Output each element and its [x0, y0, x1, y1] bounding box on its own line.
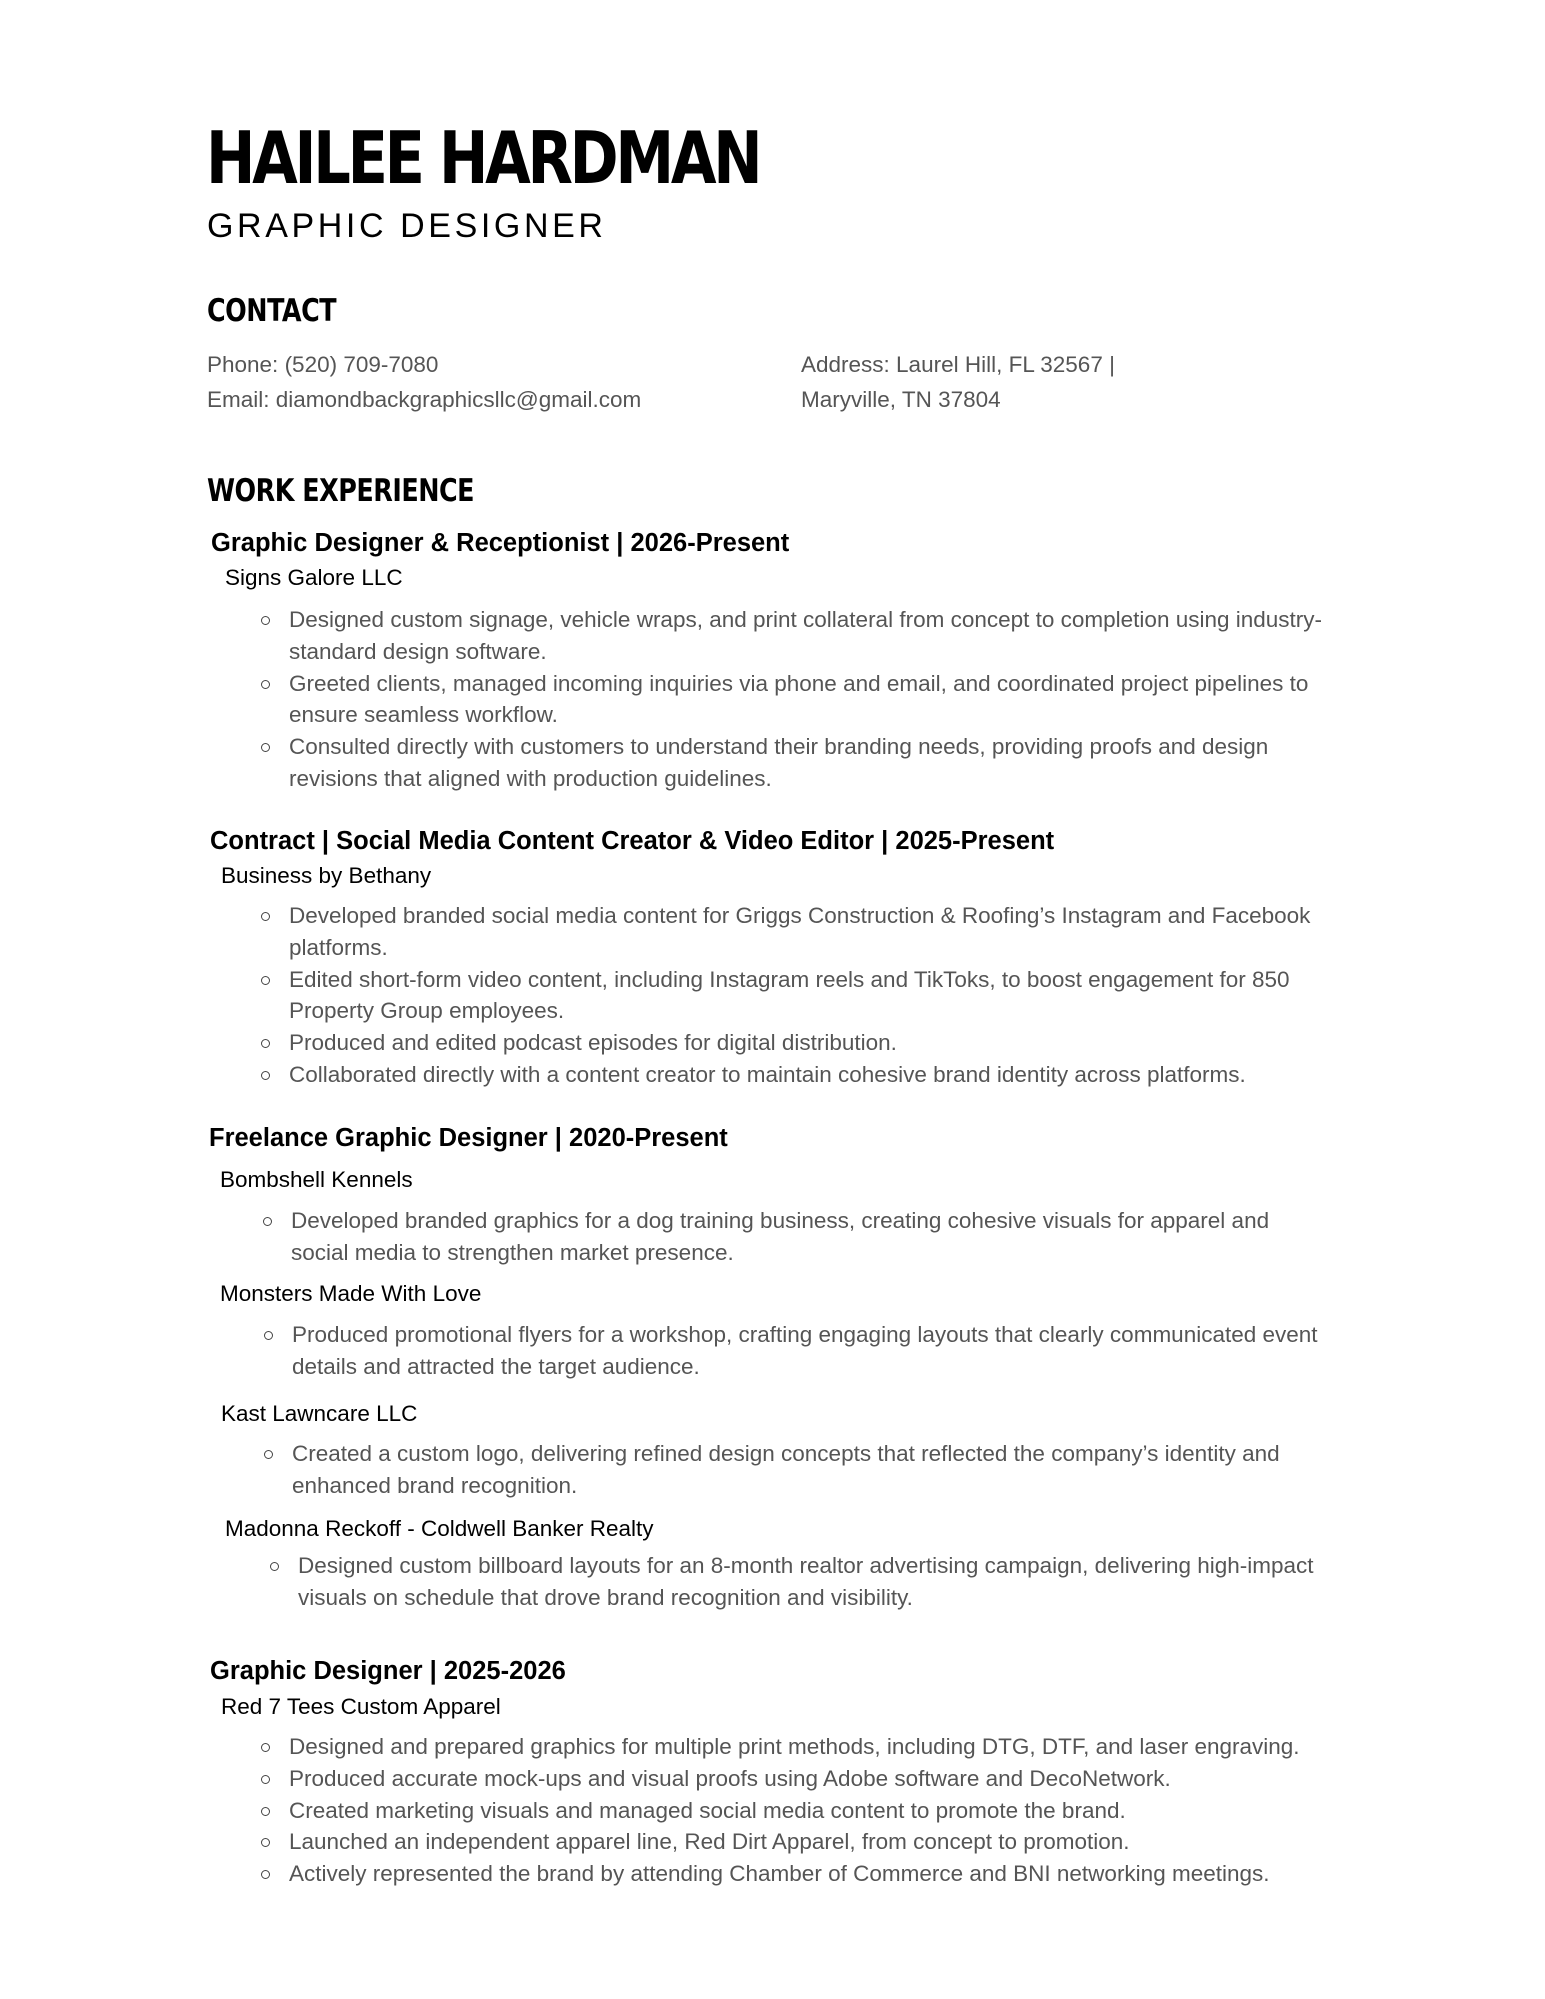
list-item: Developed branded social media content for Griggs Construction & Roofing’s Instagram and Facebook platforms.	[261, 900, 1341, 964]
list-item: Edited short-form video content, including Instagram reels and TikToks, to boost engagement for 850 Property Group employees.	[261, 964, 1341, 1028]
job-bullet-list	[261, 1731, 1341, 1890]
candidate-name: HAILEE HARDMAN	[206, 116, 760, 200]
job-bullet-list	[261, 900, 1341, 1091]
list-item: Designed custom billboard layouts for an 8-month realtor advertising campaign, delivering high-impact visuals on schedule that drove brand recognition and visibility.	[270, 1550, 1320, 1614]
client-bullet-list	[264, 1319, 1324, 1383]
contact-heading: CONTACT	[207, 293, 337, 329]
client-name: Monsters Made With Love	[220, 1281, 482, 1306]
client-bullet-list	[263, 1205, 1323, 1269]
job-title: Graphic Designer | 2025-2026	[210, 1657, 566, 1685]
company-name: Red 7 Tees Custom Apparel	[221, 1694, 501, 1719]
contact-email: Email: diamondbackgraphicsllc@gmail.com	[207, 387, 642, 412]
client-bullet-list	[270, 1550, 1320, 1614]
list-item: Designed and prepared graphics for multiple print methods, including DTG, DTF, and laser engraving.	[261, 1731, 1341, 1763]
list-item: Designed custom signage, vehicle wraps, and print collateral from concept to completion using industry-standard design software.	[261, 604, 1341, 668]
company-name: Business by Bethany	[221, 863, 432, 888]
list-item: Created a custom logo, delivering refined design concepts that reflected the company’s identity and enhanced brand recognition.	[264, 1438, 1324, 1502]
client-bullet-list	[264, 1438, 1324, 1502]
work-experience-heading: WORK EXPERIENCE	[207, 473, 475, 509]
job-bullet-list	[261, 604, 1341, 795]
list-item: Collaborated directly with a content creator to maintain cohesive brand identity across platforms.	[261, 1059, 1341, 1091]
list-item: Produced and edited podcast episodes for digital distribution.	[261, 1027, 1341, 1059]
client-name: Madonna Reckoff - Coldwell Banker Realty	[225, 1516, 654, 1541]
contact-address-line-1: Address: Laurel Hill, FL 32567 |	[801, 352, 1115, 377]
job-title: Freelance Graphic Designer | 2020-Present	[209, 1124, 728, 1152]
company-name: Signs Galore LLC	[225, 565, 403, 590]
list-item: Consulted directly with customers to understand their branding needs, providing proofs and design revisions that aligned with production guidelines.	[261, 731, 1341, 795]
client-name: Kast Lawncare LLC	[221, 1401, 418, 1426]
list-item: Greeted clients, managed incoming inquiries via phone and email, and coordinated project pipelines to ensure seamless workflow.	[261, 668, 1341, 732]
list-item: Produced promotional flyers for a workshop, crafting engaging layouts that clearly communicated event details and attracted the target audience.	[264, 1319, 1324, 1383]
list-item: Produced accurate mock-ups and visual proofs using Adobe software and DecoNetwork.	[261, 1763, 1341, 1795]
list-item: Launched an independent apparel line, Red Dirt Apparel, from concept to promotion.	[261, 1826, 1341, 1858]
list-item: Created marketing visuals and managed social media content to promote the brand.	[261, 1795, 1341, 1827]
contact-address-line-2: Maryville, TN 37804	[801, 387, 1001, 412]
candidate-title: GRAPHIC DESIGNER	[207, 207, 607, 245]
contact-phone: Phone: (520) 709-7080	[207, 352, 439, 377]
job-title: Graphic Designer & Receptionist | 2026-Present	[211, 529, 790, 557]
list-item: Actively represented the brand by attending Chamber of Commerce and BNI networking meetings.	[261, 1858, 1341, 1890]
list-item: Developed branded graphics for a dog training business, creating cohesive visuals for apparel and social media to strengthen market presence.	[263, 1205, 1323, 1269]
job-title: Contract | Social Media Content Creator & Video Editor | 2025-Present	[210, 827, 1055, 855]
client-name: Bombshell Kennels	[220, 1167, 413, 1192]
